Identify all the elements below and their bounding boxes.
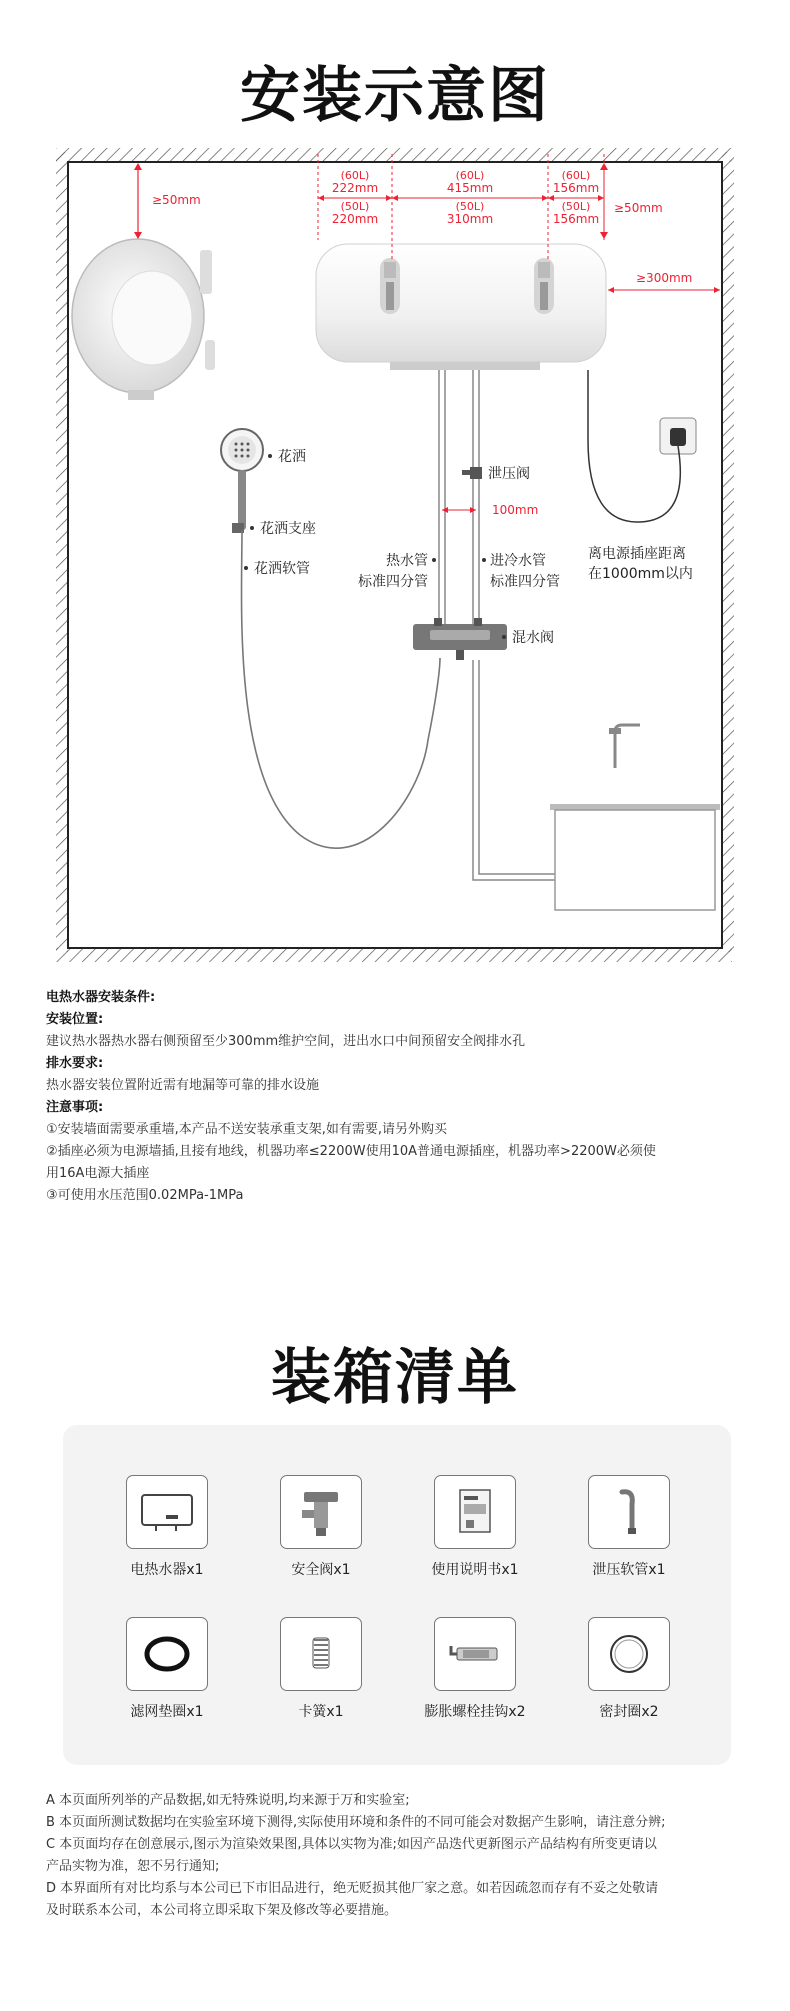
drain-title: 排水要求:: [46, 1056, 104, 1071]
dim-left-50l-value: 220mm: [331, 212, 379, 226]
pipe-spacing-label: 100mm: [492, 503, 539, 517]
packing-label-filter-gasket: 滤网垫圈x1: [130, 1704, 204, 1720]
seal-ring-icon: [588, 1617, 670, 1691]
packing-item-safety-valve: [246, 1475, 396, 1579]
packing-label-manual: 使用说明书x1: [431, 1562, 519, 1578]
drain-text: 热水器安装位置附近需有地漏等可靠的排水设施: [46, 1078, 320, 1093]
spring-clip-icon: [280, 1617, 362, 1691]
footnote-d1: D 本界面所有对比均系与本公司已下市旧品进行，绝无贬损其他厂家之意。如若因疏忽而存有不妥之处敬请: [46, 1881, 659, 1896]
note-2a: ②插座必须为电源墙插,且接有地线，机器功率≤2200W使用10A普通电源插座，机器功率>2200W必须使: [46, 1144, 656, 1159]
dim-right-50l: (50L): [561, 200, 591, 213]
dim-right-60l-value: 156mm: [552, 181, 600, 195]
packing-item-filter-gasket: [92, 1617, 242, 1721]
packing-label-safety-valve: 安全阀x1: [291, 1562, 351, 1578]
shower-head-label: 花洒: [278, 449, 306, 465]
packing-label-seal-ring: 密封圈x2: [599, 1704, 659, 1720]
install-conditions: [46, 987, 766, 1207]
shower-hose-label: 花洒软管: [254, 561, 310, 577]
expansion-bolt-icon: [434, 1617, 516, 1691]
hot-pipe-label: 热水管: [386, 553, 428, 569]
safety-valve-icon: [280, 1475, 362, 1549]
shower-holder-label: 花洒支座: [260, 521, 316, 537]
right-wall-hatch: [722, 152, 734, 952]
relief-hose-icon: [588, 1475, 670, 1549]
packing-item-heater: [92, 1475, 242, 1579]
water-heater-icon: [126, 1475, 208, 1549]
position-text: 建议热水器热水器右侧预留至少300mm维护空间，进出水口中间预留安全阀排水孔: [46, 1034, 526, 1049]
dim-mid-60l-value: 415mm: [446, 181, 494, 195]
packing-item-spring-clip: [246, 1617, 396, 1721]
installation-diagram: [0, 140, 790, 980]
right-side-clearance: ≥300mm: [636, 271, 693, 285]
heater-front-view: [316, 244, 606, 370]
packing-item-relief-hose: [554, 1475, 704, 1579]
packing-item-seal-ring: [554, 1617, 704, 1721]
cold-pipe-spec: 标准四分管: [490, 574, 560, 590]
dim-left-50l: (50L): [340, 200, 370, 213]
footnote-b: B 本页面所测试数据均在实验室环境下测得,实际使用环境和条件的不同可能会对数据产生影响，请注意分辨;: [46, 1815, 666, 1830]
dim-left-60l-value: 222mm: [331, 181, 379, 195]
ceiling-hatch: [56, 148, 732, 162]
packing-label-expansion-bolt: 膨胀螺栓挂钩x2: [424, 1704, 526, 1720]
packing-item-expansion-bolt: [400, 1617, 550, 1721]
footnote-c2: 产品实物为准，恕不另行通知;: [46, 1859, 220, 1874]
cold-pipe-label: 进冷水管: [490, 553, 546, 569]
footnote-a: A 本页面所列举的产品数据,如无特殊说明,均来源于万和实验室;: [46, 1793, 410, 1808]
floor-hatch: [56, 948, 732, 962]
dim-mid-50l-value: 310mm: [446, 212, 494, 226]
relief-valve-label: 泄压阀: [488, 466, 530, 482]
dim-left-60l: (60L): [340, 169, 370, 182]
manual-icon: [434, 1475, 516, 1549]
dim-right-50l-value: 156mm: [552, 212, 600, 226]
hot-pipe-spec: 标准四分管: [358, 574, 428, 590]
footnote-d2: 及时联系本公司，本公司将立即采取下架及修改等必要措施。: [46, 1903, 398, 1918]
note-2b: 用16A电源大插座: [46, 1166, 150, 1181]
mixing-valve-label: 混水阀: [512, 630, 554, 646]
socket-note-2: 在1000mm以内: [588, 566, 693, 582]
dim-mid-50l: (50L): [455, 200, 485, 213]
packing-item-manual: [400, 1475, 550, 1579]
right-top-clearance: ≥50mm: [614, 201, 663, 215]
left-wall-hatch: [56, 152, 68, 952]
packing-list-title: 装箱清单: [271, 1343, 519, 1413]
packing-label-spring-clip: 卡簧x1: [298, 1704, 344, 1720]
top-left-clearance: ≥50mm: [152, 193, 201, 207]
dim-right-60l: (60L): [561, 169, 591, 182]
socket-note-1: 离电源插座距离: [588, 546, 686, 562]
install-diagram-title: 安装示意图: [240, 61, 550, 131]
footnote-c1: C 本页面均存在创意展示,图示为渲染效果图,具体以实物为准;如因产品迭代更新图示产品结构有所变更请以: [46, 1837, 657, 1852]
note-3: ③可使用水压范围0.02MPa-1MPa: [46, 1188, 244, 1203]
note-1: ①安装墙面需要承重墙,本产品不送安装承重支架,如有需要,请另外购买: [46, 1122, 448, 1137]
position-title: 安装位置:: [46, 1012, 104, 1027]
dim-mid-60l: (60L): [455, 169, 485, 182]
packing-label-relief-hose: 泄压软管x1: [592, 1562, 666, 1578]
notes-title: 注意事项:: [46, 1100, 104, 1115]
conditions-heading: 电热水器安装条件:: [46, 990, 156, 1005]
packing-list-panel: [63, 1425, 731, 1765]
footnotes: [46, 1790, 758, 1922]
packing-label-heater: 电热水器x1: [130, 1562, 204, 1578]
filter-gasket-icon: [126, 1617, 208, 1691]
